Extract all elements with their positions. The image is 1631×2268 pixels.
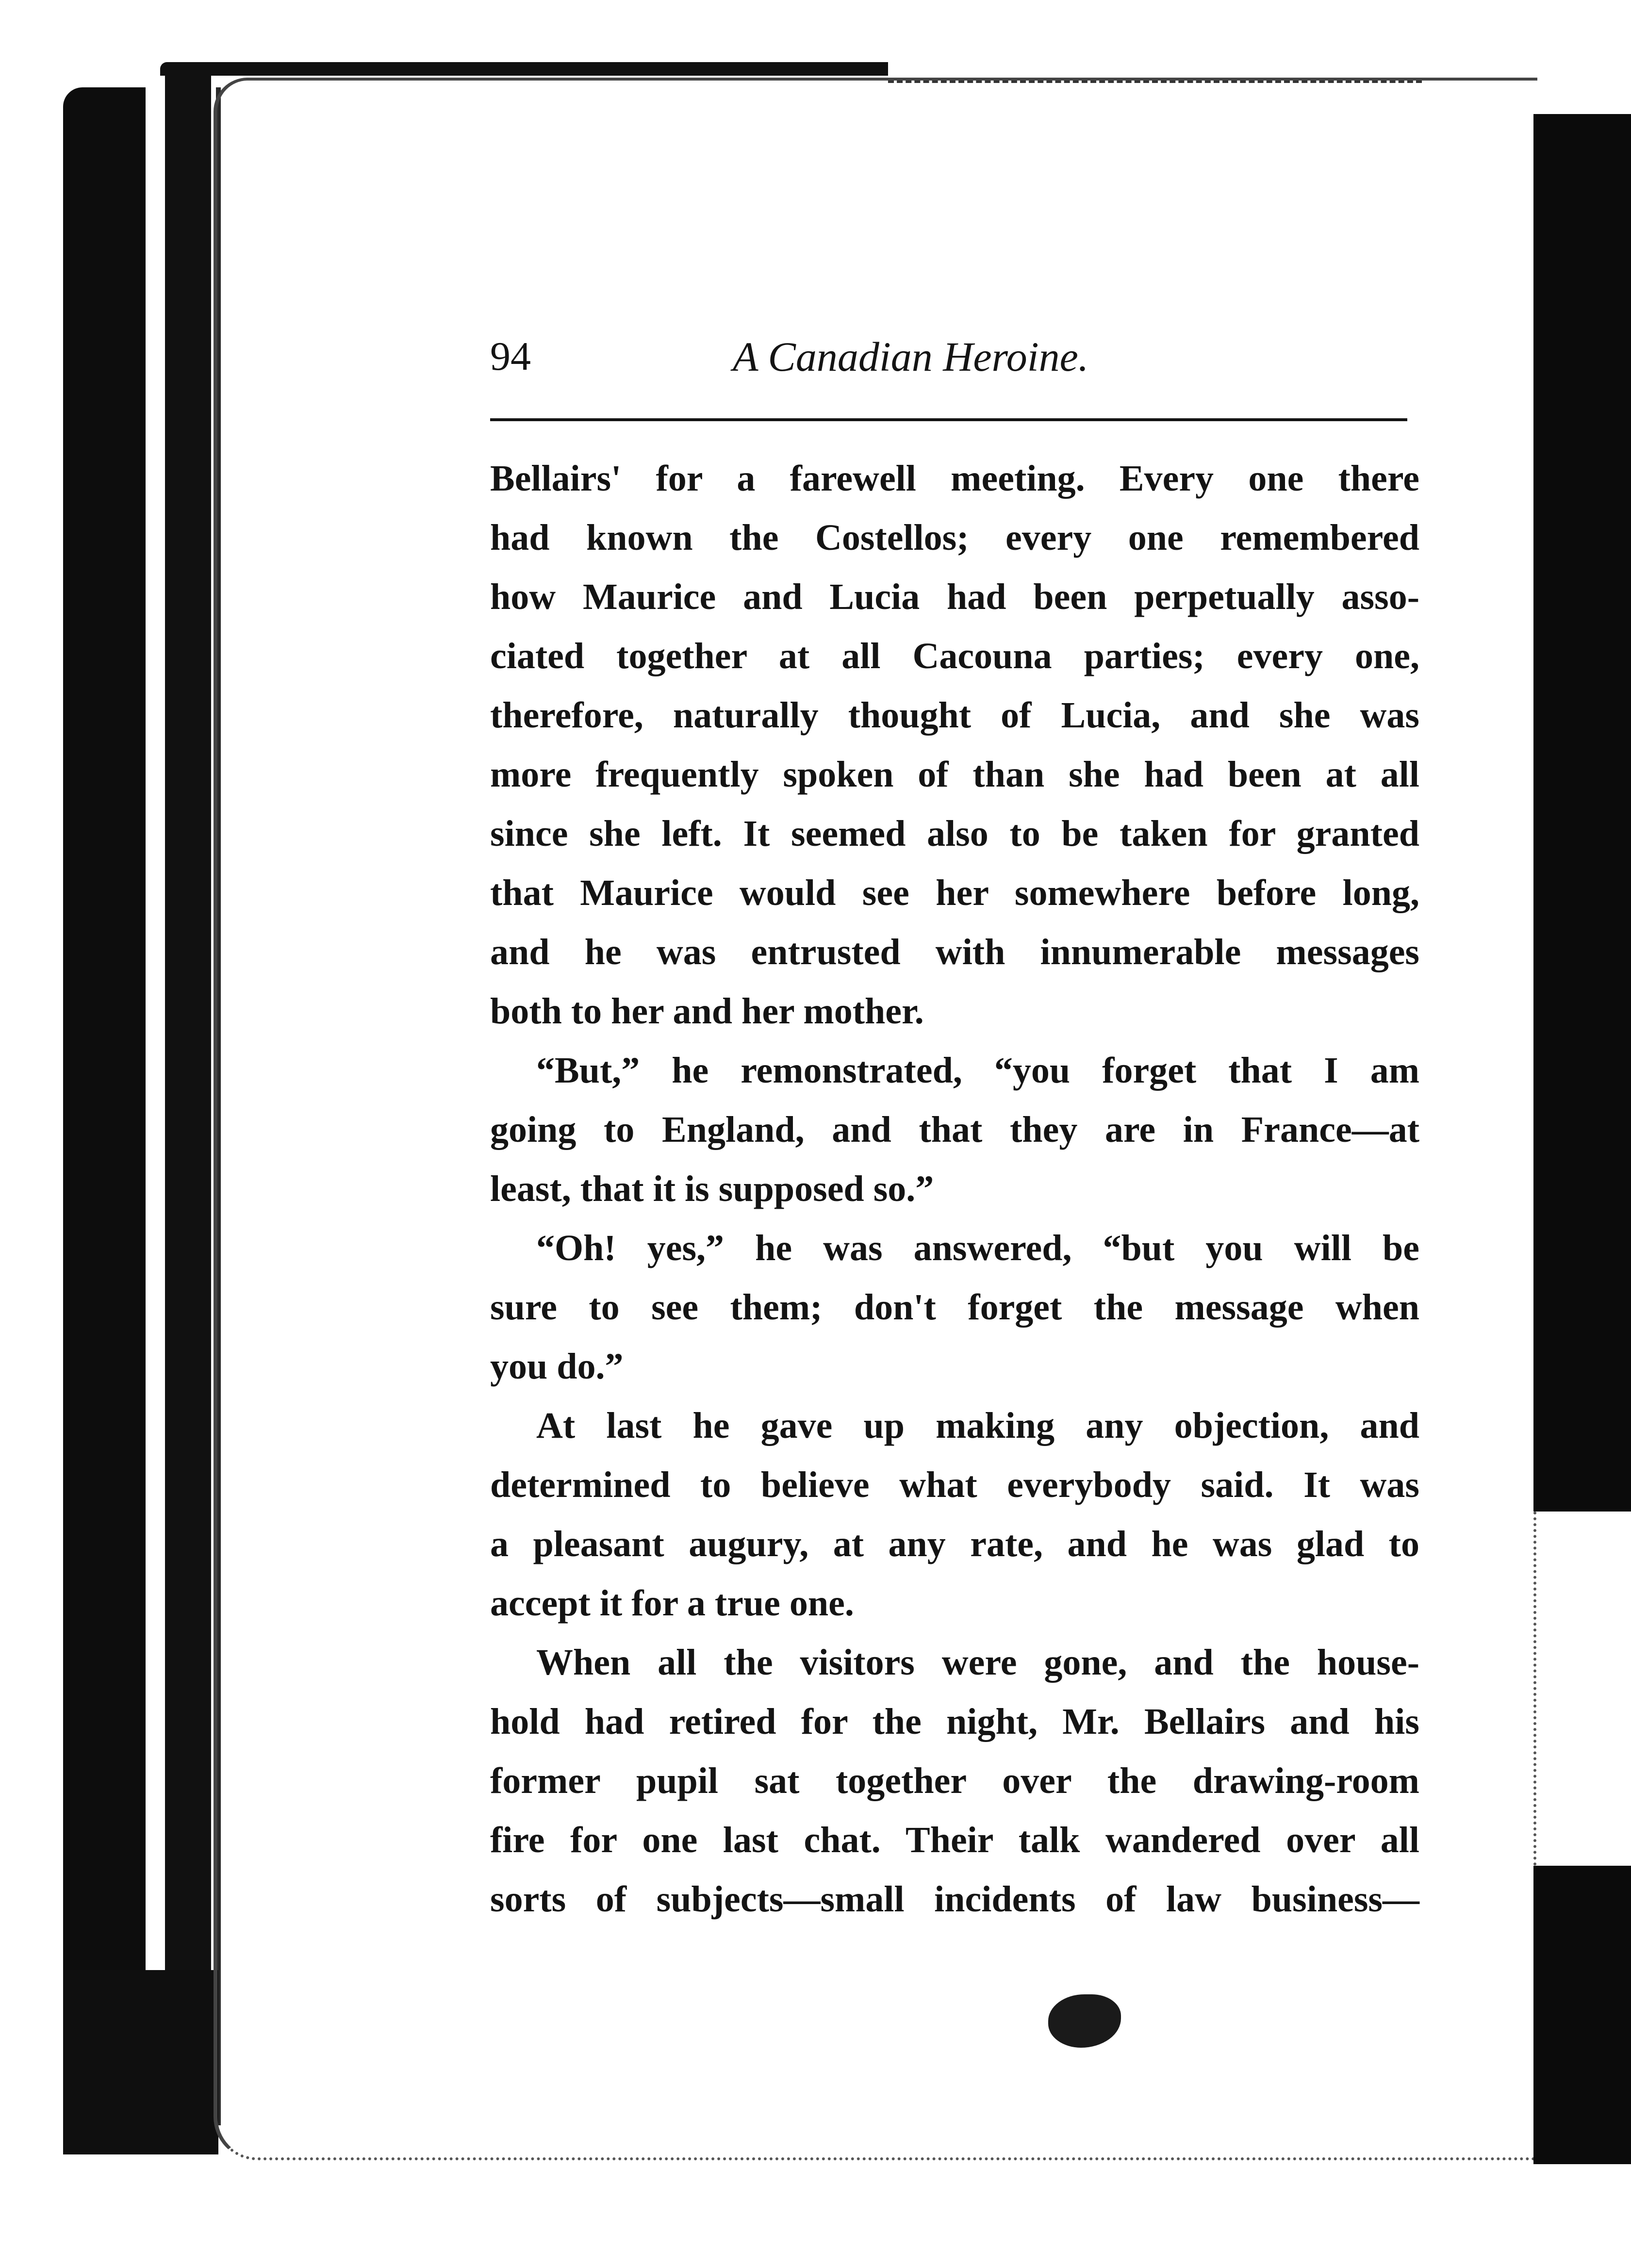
text-line: you do.” bbox=[490, 1346, 624, 1387]
text-line: accept it for a true one. bbox=[490, 1583, 854, 1624]
text-line: At last he gave up making any objection, and bbox=[536, 1405, 1419, 1446]
text-line: fire for one last chat. Their talk wandered over all bbox=[490, 1820, 1419, 1860]
text-line: hold had retired for the night, Mr. Bellairs and his bbox=[490, 1701, 1419, 1742]
text-line: both to her and her mother. bbox=[490, 991, 924, 1032]
text-line: least, that it is supposed so.” bbox=[490, 1168, 934, 1209]
text-line: a pleasant augury, at any rate, and he was glad to bbox=[490, 1524, 1419, 1564]
text-line: ciated together at all Cacouna parties; every one, bbox=[490, 636, 1419, 676]
text-line: more frequently spoken of than she had been at all bbox=[490, 754, 1419, 795]
text-line: former pupil sat together over the drawing-room bbox=[490, 1760, 1419, 1801]
scan-right-shadow-top bbox=[1533, 114, 1631, 1512]
scan-spine-edge-left bbox=[165, 73, 211, 2135]
text-line: and he was entrusted with innumerable messages bbox=[490, 932, 1419, 972]
scan-right-page-edge bbox=[1533, 1512, 1631, 1866]
text-line: sure to see them; don't forget the message when bbox=[490, 1287, 1419, 1328]
text-line: therefore, naturally thought of Lucia, and she was bbox=[490, 695, 1419, 736]
text-line: determined to believe what everybody said. It was bbox=[490, 1464, 1419, 1505]
page-number: 94 bbox=[490, 334, 531, 379]
page-header bbox=[490, 328, 1407, 386]
scan-corner-shadow bbox=[63, 1970, 218, 2154]
text-line: “But,” he remonstrated, “you forget that I am bbox=[536, 1050, 1419, 1091]
text-line: going to England, and that they are in France—at bbox=[490, 1109, 1419, 1150]
text-line: Bellairs' for a farewell meeting. Every one there bbox=[490, 458, 1419, 499]
text-line: When all the visitors were gone, and the house- bbox=[536, 1642, 1419, 1683]
running-title: A Canadian Heroine. bbox=[733, 333, 1089, 380]
header-rule bbox=[490, 418, 1407, 421]
text-line: “Oh! yes,” he was answered, “but you will be bbox=[536, 1228, 1419, 1268]
scan-right-shadow-bottom bbox=[1533, 1866, 1631, 2164]
body-text bbox=[490, 449, 1419, 1929]
text-line: since she left. It seemed also to be taken for granted bbox=[490, 813, 1419, 854]
text-line: had known the Costellos; every one remembered bbox=[490, 517, 1419, 558]
scan-top-edge bbox=[160, 62, 888, 76]
text-line: how Maurice and Lucia had been perpetually asso- bbox=[490, 576, 1419, 617]
text-line: that Maurice would see her somewhere before long, bbox=[490, 872, 1419, 913]
scan-spine-gap bbox=[146, 87, 165, 2154]
scan-spine-shadow-left bbox=[63, 87, 146, 2154]
text-line: sorts of subjects—small incidents of law business— bbox=[490, 1879, 1419, 1920]
